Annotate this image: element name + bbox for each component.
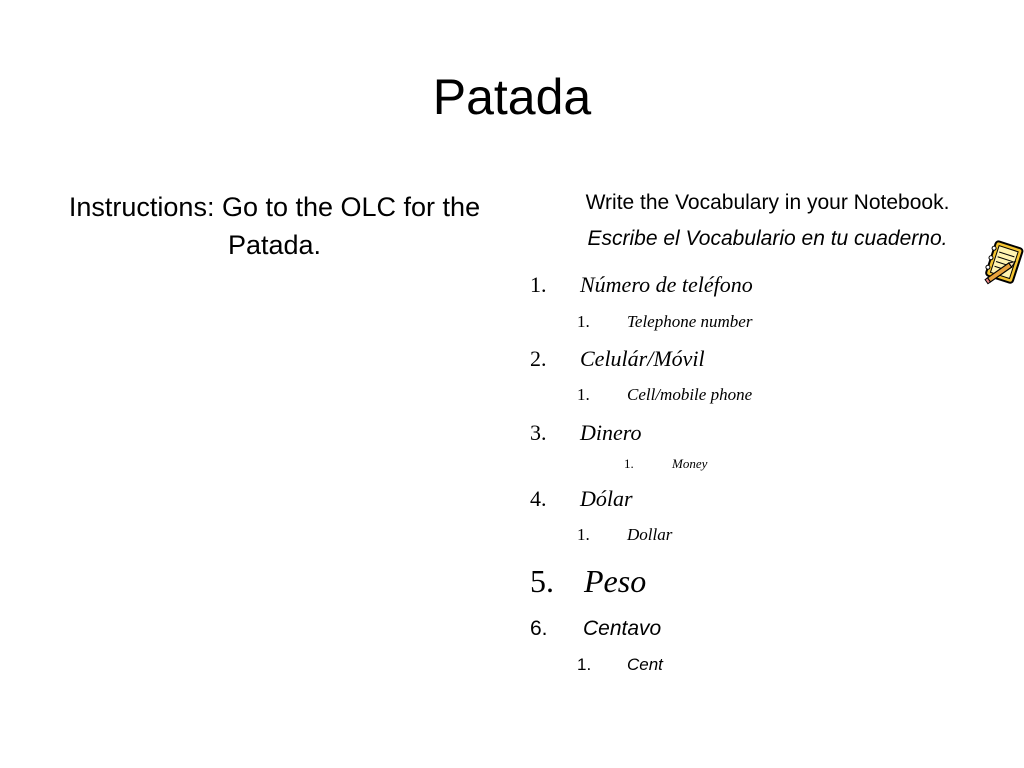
vocab-subitem-number: 1. <box>624 456 634 471</box>
header-spanish: Escribe el Vocabulario en tu cuaderno. <box>587 227 948 250</box>
vocab-item-number: 1. <box>530 272 547 297</box>
vocab-item-number: 4. <box>530 486 547 511</box>
header-english: Write the Vocabulary in your Notebook. <box>585 191 950 214</box>
vocab-item-number: 2. <box>530 346 547 371</box>
vocab-term: Peso <box>584 563 647 599</box>
vocab-term: Celulár/Móvil <box>580 346 705 371</box>
instructions-text: Instructions: Go to the OLC for the Patada. <box>68 192 481 260</box>
vocab-term: Centavo <box>583 617 662 640</box>
vocab-header <box>515 188 1020 254</box>
vocab-term: Dólar <box>580 486 633 511</box>
vocab-term: Número de teléfono <box>580 272 753 297</box>
vocab-term: Dinero <box>580 420 642 445</box>
notebook-pencil-icon <box>982 240 1024 286</box>
vocab-translation: Telephone number <box>627 312 753 331</box>
vocab-translation: Cent <box>627 655 663 674</box>
vocab-item-number: 3. <box>530 420 547 445</box>
slide-title: Patada <box>432 69 592 125</box>
vocab-item-number: 6. <box>530 617 548 640</box>
vocab-subitem-number: 1. <box>577 525 590 544</box>
vocab-translation: Money <box>672 456 708 471</box>
vocab-translation: Cell/mobile phone <box>627 385 753 404</box>
vocab-translation: Dollar <box>627 525 673 544</box>
vocab-subitem-number: 1. <box>577 385 590 404</box>
vocab-item-number: 5. <box>530 563 554 599</box>
vocab-subitem-number: 1. <box>577 312 590 331</box>
vocab-subitem-number: 1. <box>577 655 592 674</box>
